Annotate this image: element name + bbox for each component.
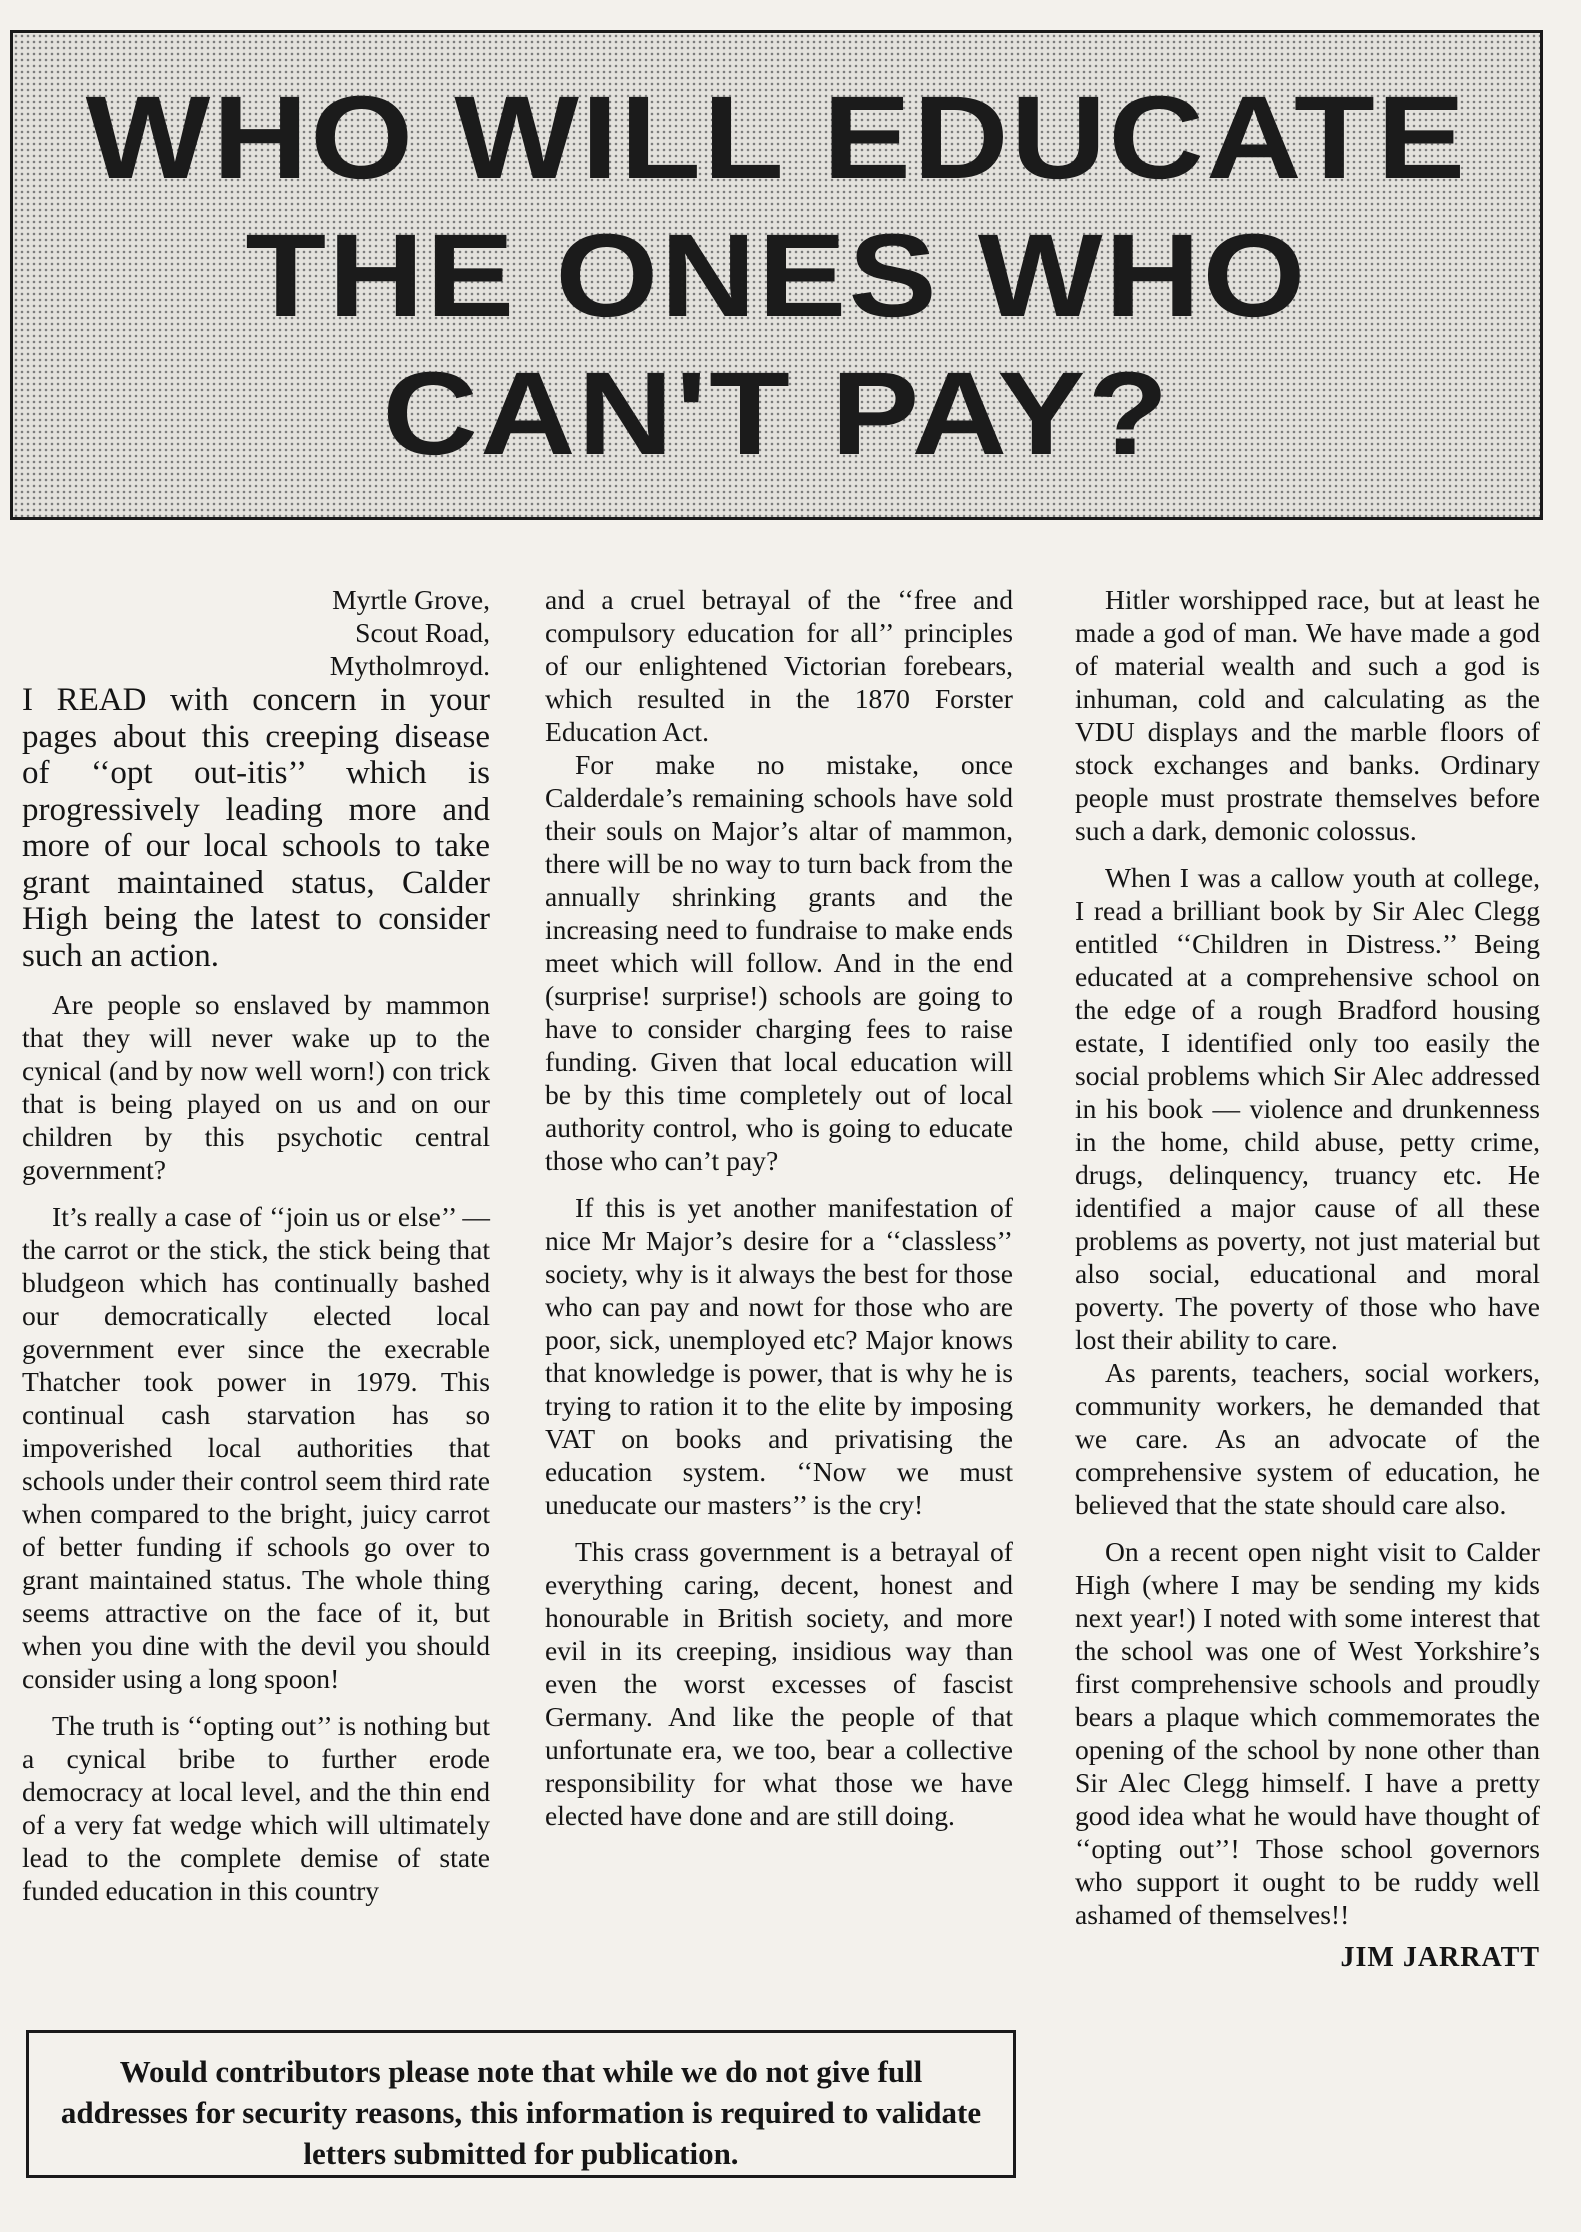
article-paragraph: When I was a callow youth at college, I read a brilliant book by Sir Alec Clegg entitled ‘‘Children in Distress.’’ Being educated at a comprehensive school on the edge of a rough Bradford housing estate, I identified only too easily the social problems which Sir Alec addressed in his book — violence and drunkenness in the home, child abuse, petty crime, drugs, delinquency, truancy etc. He identified a major cause of all these problems as poverty, not just material but also social, educational and moral poverty. The poverty of those who have lost their ability to care. <box>1075 862 1540 1355</box>
headline <box>0 69 1581 483</box>
address-line: Scout Road, <box>355 617 490 648</box>
article-paragraph: and a cruel betrayal of the ‘‘free and compulsory education for all’’ principles of our enlightened Victorian forebears, which resulted in the 1870 Forster Education Act. <box>545 584 1013 747</box>
article-paragraph: As parents, teachers, social workers, community workers, he demanded that we care. As an advocate of the comprehensive system of education, he believed that the state should care also. <box>1075 1357 1540 1520</box>
headline-line-2: THE ONES WHO <box>245 210 1308 342</box>
address-line: Mytholmroyd. <box>329 650 490 681</box>
author-signature: JIM JARRATT <box>1340 1942 1540 1973</box>
article-paragraph: For make no mistake, once Calderdale’s remaining schools have sold their souls on Major’s altar of mammon, there will be no way to turn back from the annually shrinking grants and the increasing need to fundraise to make ends meet which will follow. And in the end (surprise! surprise!) schools are going to have to consider charging fees to raise funding. Given that local education will be by this time completely out of local authority control, who is going to educate those who can’t pay? <box>545 749 1013 1176</box>
sender-address <box>22 583 490 682</box>
article-column-3 <box>1075 583 1540 1974</box>
article-paragraph: If this is yet another manifestation of nice Mr Major’s desire for a ‘‘classless’’ society, why is it always the best for those who can pay and nowt for those who are poor, sick, unemployed etc? Major knows that knowledge is power, that is why he is trying to ration it to the elite by imposing VAT on books and privatising the education system. ‘‘Now we must uneducate our masters’’ is the cry! <box>545 1192 1013 1520</box>
article-column-2 <box>545 583 1013 1832</box>
address-line: Myrtle Grove, <box>332 584 490 615</box>
article-paragraph: The truth is ‘‘opting out’’ is nothing but a cynical bribe to further erode democracy at local level, and the thin end of a very fat wedge which will ultimately lead to the complete demise of state funded education in this country <box>22 1710 490 1906</box>
article-paragraph: On a recent open night visit to Calder High (where I may be sending my kids next year!) I noted with some interest that the school was one of West Yorkshire’s first comprehensive schools and proudly bears a plaque which commemorates the opening of the school by none other than Sir Alec Clegg himself. I have a pretty good idea what he would have thought of ‘‘opting out’’! Those school governors who support it ought to be ruddy well ashamed of themselves!! <box>1075 1536 1540 1930</box>
contributors-notice: Would contributors please note that while we do not give full addresses for security reasons, this information is required to validate letters submitted for publication. <box>26 2030 1016 2178</box>
headline-line-1: WHO WILL EDUCATE <box>85 72 1468 204</box>
article-paragraph: This crass government is a betrayal of everything caring, decent, honest and honourable in British society, and more evil in its creeping, insidious way than even the worst excesses of fascist Germany. And like the people of that unfortunate era, we too, bear a collective responsibility for what those we have elected have done and are still doing. <box>545 1536 1013 1831</box>
headline-line-3: CAN'T PAY? <box>382 348 1171 480</box>
headline-panel <box>10 30 1543 520</box>
article-column-1 <box>22 583 490 1907</box>
article-paragraph: Hitler worshipped race, but at least he made a god of man. We have made a god of material wealth and such a god is inhuman, cold and calculating as the VDU displays and the marble floors of stock exchanges and banks. Ordinary people must prostrate themselves before such a dark, demonic colossus. <box>1075 584 1540 846</box>
article-paragraph: It’s really a case of ‘‘join us or else’’ — the carrot or the stick, the stick being that bludgeon which has continually bashed our democratically elected local government ever since the execrable Thatcher took power in 1979. This continual cash starvation has so impoverished local authorities that schools under their control seem third rate when compared to the bright, juicy carrot of better funding if schools go over to grant maintained status. The whole thing seems attractive on the face of it, but when you dine with the devil you should consider using a long spoon! <box>22 1201 490 1694</box>
article-paragraph: Are people so enslaved by mammon that they will never wake up to the cynical (and by now well worn!) con trick that is being played on us and on our children by this psychotic central government? <box>22 989 490 1185</box>
article-paragraph: I READ with concern in your pages about this creeping disease of ‘‘opt out-itis’’ which is progressively leading more and more of our local schools to take grant maintained status, Calder High being the latest to consider such an action. <box>22 682 490 974</box>
